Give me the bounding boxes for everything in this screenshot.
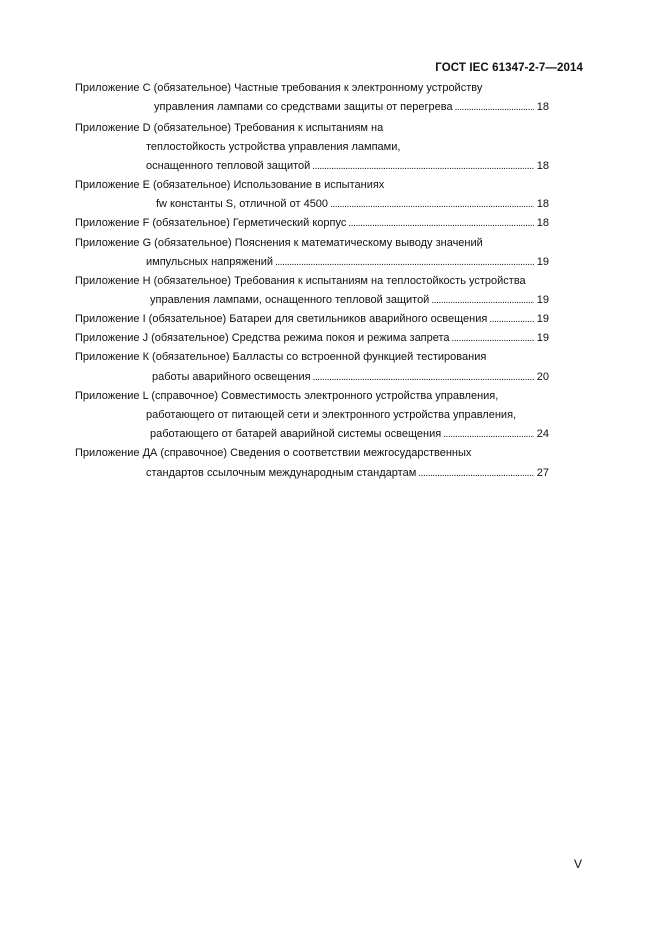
toc-line	[75, 216, 549, 230]
toc-line	[150, 427, 549, 441]
toc-line-text: работы аварийного освещения	[152, 371, 311, 383]
toc-line	[146, 466, 549, 480]
toc-page-number: 18	[536, 217, 549, 229]
toc-line	[152, 370, 549, 384]
toc-line	[75, 274, 549, 288]
toc-line-text: Приложение J (обязательное) Средства режима покоя и режима запрета	[75, 332, 450, 344]
toc-line	[75, 121, 549, 135]
toc-line	[75, 446, 549, 460]
toc-line-text: теплостойкость устройства управления лампами,	[146, 141, 401, 153]
toc-leader-dots	[453, 100, 534, 115]
toc-page-number: 19	[536, 332, 549, 344]
toc-leader-dots	[346, 216, 533, 231]
toc-line-text: Приложение Н (обязательное) Требования к испытаниям на теплостойкость устройства	[75, 275, 526, 287]
toc-line	[75, 178, 549, 192]
toc-leader-dots	[310, 159, 533, 174]
toc-page-number: 20	[536, 371, 549, 383]
toc-page-number: 19	[536, 313, 549, 325]
toc-line-text: Приложение К (обязательное) Балласты со встроенной функцией тестирования	[75, 351, 487, 363]
toc-line-text: управления лампами со средствами защиты от перегрева	[154, 101, 453, 113]
toc-line	[75, 350, 549, 364]
page-number: V	[574, 857, 583, 871]
toc-page-number: 18	[536, 198, 549, 210]
toc-line-text: Приложение G (обязательное) Пояснения к математическому выводу значений	[75, 237, 483, 249]
toc-line-text: Приложение С (обязательное) Частные требования к электронному устройству	[75, 82, 483, 94]
toc-line-text: Приложение L (справочное) Совместимость электронного устройства управления,	[75, 390, 499, 402]
toc-line-text: работающего от питающей сети и электронного устройства управления,	[146, 409, 517, 421]
toc-line	[75, 312, 549, 326]
toc-leader-dots	[328, 197, 534, 212]
toc-leader-dots	[441, 427, 534, 442]
toc-page-number: 18	[536, 160, 549, 172]
toc-line	[75, 389, 549, 403]
toc-line	[146, 408, 549, 422]
toc-leader-dots	[487, 312, 533, 327]
toc-leader-dots	[273, 255, 534, 270]
toc-line	[156, 197, 549, 211]
toc-line-text: управления лампами, оснащенного тепловой защитой	[150, 294, 430, 306]
toc-leader-dots	[311, 370, 534, 385]
toc-line-text: работающего от батарей аварийной системы освещения	[150, 428, 442, 440]
toc-line	[75, 236, 549, 250]
toc-line	[146, 255, 549, 269]
toc-line	[75, 331, 549, 345]
toc-page-number: 19	[536, 294, 549, 306]
toc-line-text: Приложение Е (обязательное) Использование в испытаниях	[75, 179, 385, 191]
toc-leader-dots	[450, 331, 534, 346]
toc-line-text: оснащенного тепловой защитой	[146, 160, 311, 172]
toc-page-number: 24	[536, 428, 549, 440]
toc-line-text: стандартов ссылочным международным стандартам	[146, 467, 417, 479]
toc-line-text: Приложение F (обязательное) Герметический корпус	[75, 217, 347, 229]
toc-line	[154, 100, 549, 114]
toc-line-text: импульсных напряжений	[146, 256, 274, 268]
toc-line	[146, 159, 549, 173]
toc-page-number: 27	[536, 467, 549, 479]
toc-line-text: Приложение D (обязательное) Требования к испытаниям на	[75, 122, 384, 134]
toc-line	[150, 293, 549, 307]
toc-line-text: Приложение I (обязательное) Батареи для светильников аварийного освещения	[75, 313, 488, 325]
toc-line-text: Приложение ДА (справочное) Сведения о соответствии межгосударственных	[75, 447, 472, 459]
toc-page-number: 18	[536, 101, 549, 113]
toc-line	[75, 81, 549, 95]
toc-line	[146, 140, 549, 154]
toc-line-text: fw константы S, отличной от 4500	[156, 198, 329, 210]
toc-leader-dots	[416, 466, 533, 481]
toc-page-number: 19	[536, 256, 549, 268]
document-code-header: ГОСТ IEC 61347-2-7—2014	[435, 62, 583, 74]
toc-leader-dots	[429, 293, 533, 308]
